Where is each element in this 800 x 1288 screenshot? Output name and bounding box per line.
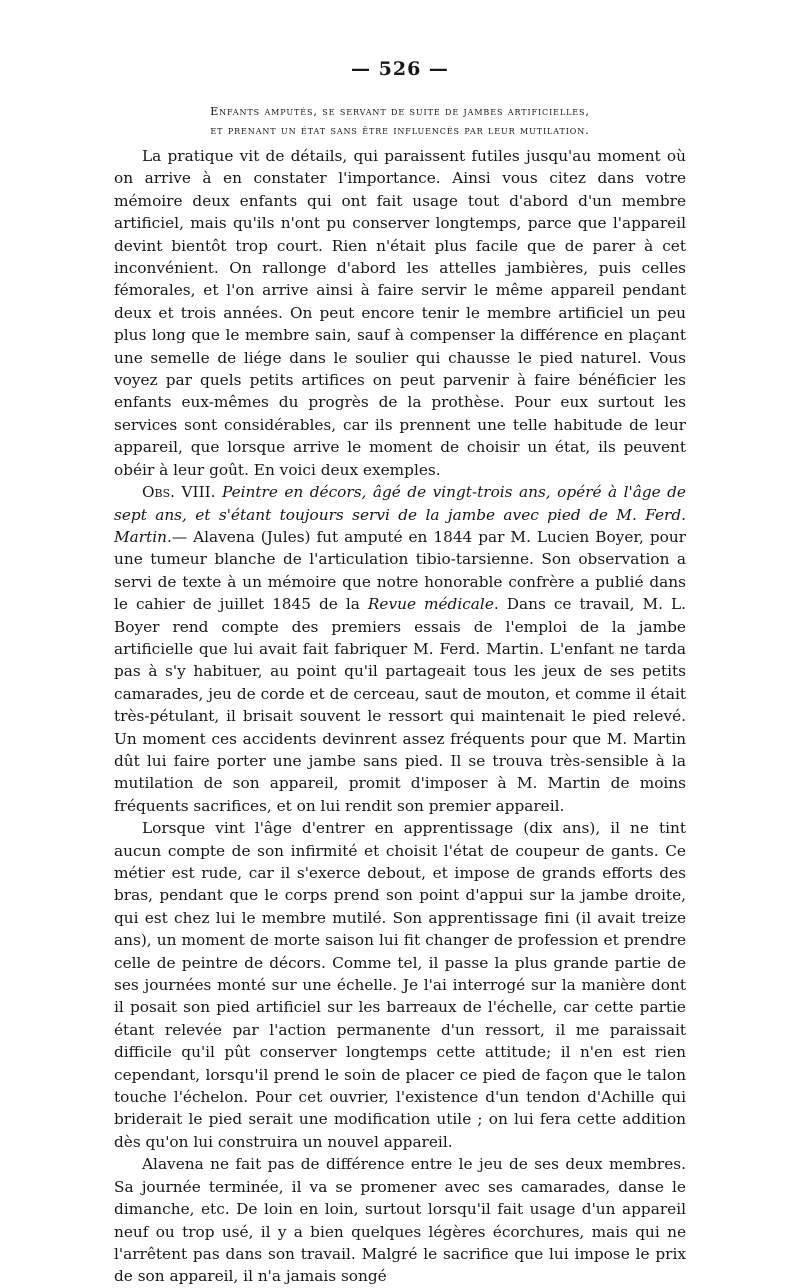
paragraph-apprenticeship: Lorsque vint l'âge d'entrer en apprentissage (dix ans), il ne tint aucun compte de son infirmité et choisit l'état de coupeur de gants. Ce métier est rude, car il s'exerce debout, et impose de grands efforts des bras, pendant que le corps prend son point d'appui sur la jambe droite, qui est chez lui le membre mutilé. Son apprentissage fini (il avait treize ans), un moment de morte saison lui fit changer de profession et prendre celle de peintre de décors. Comme tel, il passe la plus grande partie de ses journées monté sur une échelle. Je l'ai interrogé sur la manière dont il posait son pied artificiel sur les barreaux de l'échelle, car cette partie étant relevée par l'action permanente d'un ressort, il me paraissait difficile qu'il pût conserver longtemps cette attitude; il n'en est rien cependant, lorsqu'il prend le soin de placer ce pied de façon que le talon touche l'échelon. Pour cet ouvrier, l'existence d'un tendon d'Achille qui briderait le pied serait une modification utile ; on lui fera cette addition dès qu'on lui construira un nouvel appareil. xyxy=(114,819,686,1151)
observation-title: Peintre en décors, âgé de vingt-trois ans, opéré à l'âge de sept ans, et s'étant toujours servi de la jambe avec pied de M. Ferd. Martin. xyxy=(114,483,686,546)
paragraph-alavena: Alavena ne fait pas de différence entre le jeu de ses deux membres. Sa journée terminée, il va se promener avec ses camarades, danse le dimanche, etc. De loin en loin, surtout lorsqu'il fait usage d'un appareil neuf ou trop usé, il y a bien quelques légères écorchures, mais qui ne l'arrêtent pas dans son travail. Malgré le sacrifice que lui impose le prix de son appareil, il n'a jamais songé xyxy=(114,1155,686,1286)
observation-label: Obs. VIII. xyxy=(142,483,216,502)
section-heading xyxy=(114,102,686,140)
page-number: — 526 — xyxy=(351,58,449,80)
observation-text-continued: . Dans ce travail, M. L. Boyer rend compte des premiers essais de l'emploi de la jambe artificielle que lui avait fait fabriquer M. Ferd. Martin. L'enfant ne tarda pas à s'y habituer, au point qu'il partageait tous les jeux de ses petits camarades, jeu de corde et de cerceau, saut de mouton, et comme il était très-pétulant, il brisait souvent le ressort qui maintenait le pied relevé. Un moment ces accidents devinrent assez fréquents pour que M. Martin dût lui faire porter une jambe sans pied. Il se trouva très-sensible à la mutilation de son appareil, promit d'imposer à M. Martin de moins fréquents sacrifices, et on lui rendit son premier appareil. xyxy=(114,595,686,815)
section-heading-line-1: Enfants amputés, se servant de suite de jambes artificielles, xyxy=(210,105,590,118)
paragraph-observation-viii xyxy=(114,481,686,817)
journal-title: Revue médicale xyxy=(367,595,494,614)
observation-text: — Alavena (Jules) fut amputé en 1844 par M. Lucien Boyer, pour une tumeur blanche de l'articulation tibio-tarsienne. Son observation a servi de texte à un mémoire que notre honorable confrère a publié dans le cahier de juillet 1845 de la xyxy=(114,527,686,614)
book-page xyxy=(114,58,686,1288)
section-heading-line-2: et prenant un état sans être influencés par leur mutilation. xyxy=(210,124,590,137)
paragraph-intro: La pratique vit de détails, qui paraissent futiles jusqu'au moment où on arrive à en constater l'importance. Ainsi vous citez dans votre mémoire deux enfants qui ont fait usage tout d'abord d'un membre artificiel, mais qu'ils n'ont pu conserver longtemps, parce que l'appareil devint bientôt trop court. Rien n'était plus facile que de parer à cet inconvénient. On rallonge d'abord les attelles jambières, puis celles fémorales, et l'on arrive ainsi à faire servir le même appareil pendant deux et trois années. On peut encore tenir le membre artificiel un peu plus long que le membre sain, sauf à compenser la différence en plaçant une semelle de liége dans le soulier qui chausse le pied naturel. Vous voyez par quels petits artifices on peut parvenir à faire bénéficier les enfants eux-mêmes du progrès de la prothèse. Pour eux surtout les services sont considérables, car ils prennent une telle habitude de leur appareil, que lorsque arrive le moment de choisir un état, ils peuvent obéir à leur goût. En voici deux exemples. xyxy=(114,147,686,479)
